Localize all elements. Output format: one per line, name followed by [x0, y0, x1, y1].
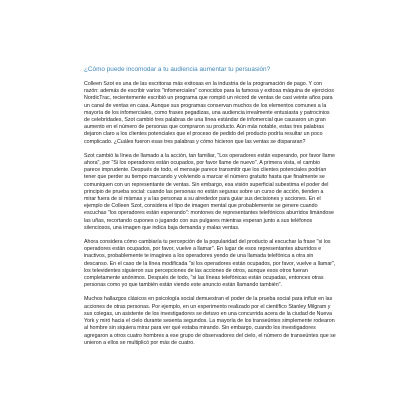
document-page	[84, 66, 336, 354]
paragraph-3: Ahora considera cómo cambiaría tu percepción de la popularidad del producto al escuchar la frase "si los operadores están ocupados, por favor, vuelve a llamar". En lugar de esos representantes aburridos e inactivos, probablemente te imagines a los operadores yendo de una llamada telefónica a otra sin descanso. En el caso de la línea modificada "si los operadores están ocupados, por favor, vuelve a llamar", los televidentes siguieron sus percepciones de las acciones de otros, aunque esos otros fueran completamente anónimos. Después de todo, "si las líneas telefónicas están ocupadas, entonces otras personas como yo que también están viendo este anuncio están llamando también".	[84, 239, 336, 289]
paragraph-2: Szot cambió la línea de llamado a la acción, tan familiar, "Los operadores están esperando, por favor llame ahora", por "Si los operadores están ocupados, por favor llame de nuevo". A primera vista, el cambio parece imprudente. Después de todo, el mensaje parece transmitir que los clientes potenciales podrían tener que perder su tiempo marcando y volviendo a marcar el número gratuito hasta que finalmente se comuniquen con un representante de ventas. Sin embargo, esa visión superficial subestima el poder del principio de prueba social: cuando las personas no están seguras sobre un curso de acción, tienden a mirar fuera de sí mismas y a las personas a su alrededor para guiar sus decisiones y acciones. En el ejemplo de Colleen Szot, considera el tipo de imagen mental que probablemente se genere cuando escuchas "los operadores están esperando": montones de representantes telefónicos aburridos limándose las uñas, recortando cupones o jugando con sus pulgares mientras esperan junto a sus teléfonos silenciosos, una imagen que indica baja demanda y malas ventas.	[84, 152, 335, 231]
section-heading: ¿Cómo puede incomodar a tu audiencia aumentar tu persuasión?	[84, 66, 271, 73]
paragraph-1: Colleen Szot es una de las escritoras más exitosas en la industria de la programación de pago. Y con razón: además de escribir varios "infomerciales" conocidos para la famosa y exitosa máquina de ejercicios NordicTrac, recientemente escribió un programa que rompió un récord de ventas de casi veinte años para un canal de ventas en casa. Aunque sus programas conservan muchos de los elementos comunes a la mayoría de los infomerciales, como frases pegadizas, una audiencia irrealmente entusiasta y patrocinios de celebridades, Szot cambió tres palabras de una línea estándar de infomercial que causaron un gran aumento en el número de personas que compraron su producto. Aún más notable, estas tres palabras dejaron claro a los clientes potenciales que el proceso de pedido del producto podría resultar un poco complicado. ¿Cuáles fueron esas tres palabras y cómo hicieron que las ventas se dispararan?	[84, 81, 334, 145]
paragraph-4: Muchos hallazgos clásicos en psicología social demuestran el poder de la prueba social para influir en las acciones de otras personas. Por ejemplo, en un experimento realizado por el científico Stanley Milgram y sus colegas, un asistente de los investigadores se detuvo en una concurrida acera de la ciudad de Nueva York y miró hacia el cielo durante sesenta segundos. La mayoría de los transeúntes simplemente rodearon al hombre sin siquiera mirar para ver qué estaba mirando. Sin embargo, cuando los investigadores agregaron a otros cuatro hombres a ese grupo de observadores del cielo, el número de transeúntes que se unieron a ellos se multiplicó por más de cuatro.	[84, 296, 336, 346]
